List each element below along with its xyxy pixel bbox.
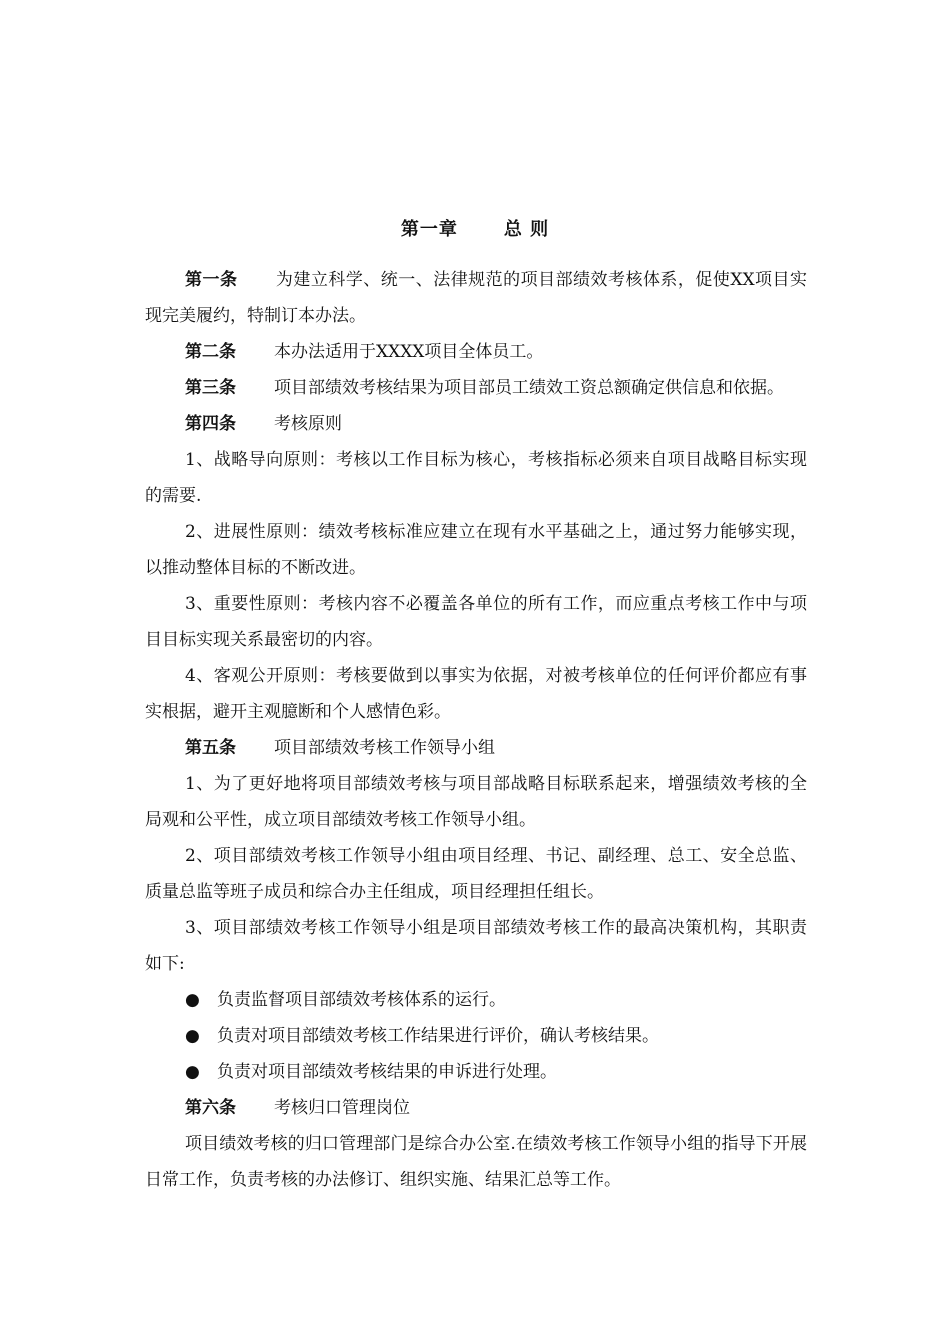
article-label: 第三条 <box>185 378 236 398</box>
article-label: 第六条 <box>185 1098 236 1118</box>
paragraph: 项目绩效考核的归口管理部门是综合办公室.在绩效考核工作领导小组的指导下开展日常工作，负责考核的办法修订、组织实施、结果汇总等工作。 <box>145 1134 807 1190</box>
paragraph: 2、进展性原则：绩效考核标准应建立在现有水平基础之上，通过努力能够实现，以推动整体目标的不断改进。 <box>145 522 807 578</box>
paragraph: 4、客观公开原则：考核要做到以事实为依据，对被考核单位的任何评价都应有事实根据，避开主观臆断和个人感情色彩。 <box>145 666 807 722</box>
document-body <box>145 262 807 1198</box>
article-text: 为建立科学、统一、法律规范的项目部绩效考核体系，促使XX项目实现完美履约，特制订本办法。 <box>145 270 807 326</box>
paragraph: 3、重要性原则：考核内容不必覆盖各单位的所有工作，而应重点考核工作中与项目目标实现关系最密切的内容。 <box>145 594 807 650</box>
chapter-number: 第一章 <box>400 219 458 240</box>
bullet-text: 负责监督项目部绩效考核体系的运行。 <box>217 990 506 1010</box>
bullet-icon: ● <box>185 1062 200 1082</box>
article-label: 第五条 <box>185 738 236 758</box>
bullet-icon: ● <box>185 1026 200 1046</box>
paragraph: 1、为了更好地将项目部绩效考核与项目部战略目标联系起来，增强绩效考核的全局观和公平性，成立项目部绩效考核工作领导小组。 <box>145 774 807 830</box>
article-3 <box>145 370 807 406</box>
paragraph: 2、项目部绩效考核工作领导小组由项目经理、书记、副经理、总工、安全总监、质量总监等班子成员和综合办主任组成，项目经理担任组长。 <box>145 846 807 902</box>
article-2 <box>145 334 807 370</box>
article-label: 第四条 <box>185 414 236 434</box>
article-5 <box>145 730 807 766</box>
article-label: 第二条 <box>185 342 236 362</box>
chapter-title: 总 则 <box>503 219 550 240</box>
bullet-icon: ● <box>185 990 200 1010</box>
article-text: 本办法适用于XXXX项目全体员工。 <box>274 342 544 362</box>
article-text: 考核归口管理岗位 <box>274 1098 410 1118</box>
bullet-item <box>145 1054 807 1090</box>
article-text: 项目部绩效考核工作领导小组 <box>274 738 495 758</box>
article-text: 考核原则 <box>274 414 342 434</box>
chapter-heading <box>0 215 950 241</box>
paragraph: 1、战略导向原则：考核以工作目标为核心，考核指标必须来自项目战略目标实现的需要. <box>145 450 807 506</box>
bullet-text: 负责对项目部绩效考核结果的申诉进行处理。 <box>217 1062 557 1082</box>
bullet-item <box>145 1018 807 1054</box>
article-4 <box>145 406 807 442</box>
bullet-item <box>145 982 807 1018</box>
article-1 <box>145 262 807 334</box>
paragraph: 3、项目部绩效考核工作领导小组是项目部绩效考核工作的最高决策机构，其职责如下: <box>145 918 807 974</box>
article-label: 第一条 <box>185 270 238 290</box>
article-6 <box>145 1090 807 1126</box>
bullet-text: 负责对项目部绩效考核工作结果进行评价，确认考核结果。 <box>217 1026 659 1046</box>
article-text: 项目部绩效考核结果为项目部员工绩效工资总额确定供信息和依据。 <box>274 378 784 398</box>
